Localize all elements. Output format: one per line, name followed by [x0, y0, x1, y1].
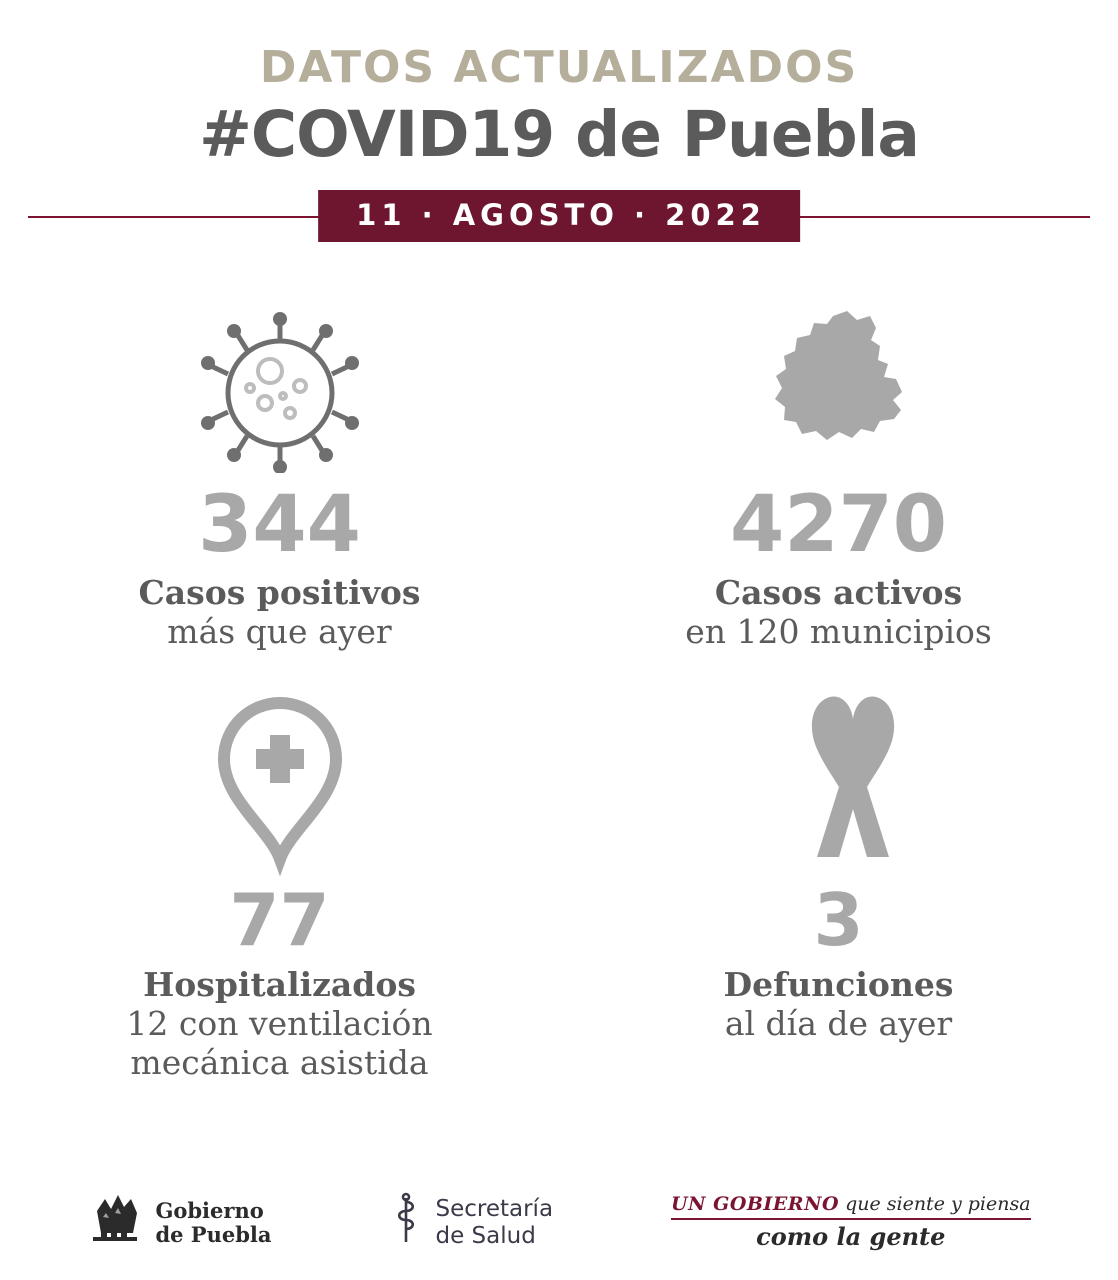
gobierno-logo-text	[155, 1199, 271, 1246]
stat-value: 3	[813, 878, 864, 963]
gobierno-line-2: de Puebla	[155, 1221, 272, 1247]
date-badge: 11 · AGOSTO · 2022	[318, 190, 800, 242]
slogan-block	[671, 1193, 1031, 1252]
slogan-line-2: como la gente	[756, 1222, 946, 1252]
stat-value: 344	[198, 480, 361, 571]
stat-label-light: al día de ayer	[724, 1003, 953, 1043]
gobierno-line-1: Gobierno	[155, 1197, 264, 1223]
salud-line-1: Secretaría	[435, 1196, 554, 1223]
slogan-line-1	[671, 1195, 1031, 1215]
stat-label-strong: Hospitalizados	[143, 965, 416, 1005]
date-row	[0, 190, 1118, 242]
salud-line-2: de Salud	[435, 1222, 536, 1249]
stats-grid	[0, 300, 1118, 1083]
stat-label-strong: Casos positivos	[138, 573, 421, 613]
asclepius-rod-icon	[389, 1192, 423, 1253]
gobierno-emblem-icon	[87, 1191, 143, 1254]
stat-label-light: más que ayer	[167, 612, 392, 652]
slogan-underline	[671, 1218, 1031, 1220]
virus-icon	[195, 300, 365, 480]
stat-label-light: 12 con ventilación	[126, 1003, 433, 1043]
stat-card-casos-positivos	[0, 300, 559, 652]
hospital-pin-icon	[200, 688, 360, 878]
stat-value: 4270	[729, 480, 948, 571]
stat-label-strong: Casos activos	[714, 573, 963, 613]
stat-label-light: en 120 municipios	[685, 612, 992, 652]
slogan-strong: UN GOBIERNO	[671, 1193, 840, 1216]
stat-value: 77	[229, 878, 330, 963]
logo-secretaria-de-salud	[389, 1192, 553, 1253]
header-kicker: DATOS ACTUALIZADOS	[259, 42, 859, 93]
stat-label-strong: Defunciones	[723, 965, 954, 1005]
slogan-rest: que siente y piensa	[845, 1193, 1031, 1216]
stat-card-casos-activos	[559, 300, 1118, 652]
stat-label-light-2: mecánica asistida	[130, 1042, 429, 1082]
header	[0, 0, 1118, 242]
stat-card-hospitalizados	[0, 688, 559, 1083]
awareness-ribbon-icon	[769, 688, 909, 878]
page-title: #COVID19 de Puebla	[199, 98, 919, 171]
puebla-map-icon	[759, 300, 919, 480]
logo-gobierno-de-puebla	[87, 1191, 271, 1254]
salud-logo-text	[435, 1196, 553, 1249]
footer	[0, 1191, 1118, 1254]
stat-card-defunciones	[559, 688, 1118, 1083]
